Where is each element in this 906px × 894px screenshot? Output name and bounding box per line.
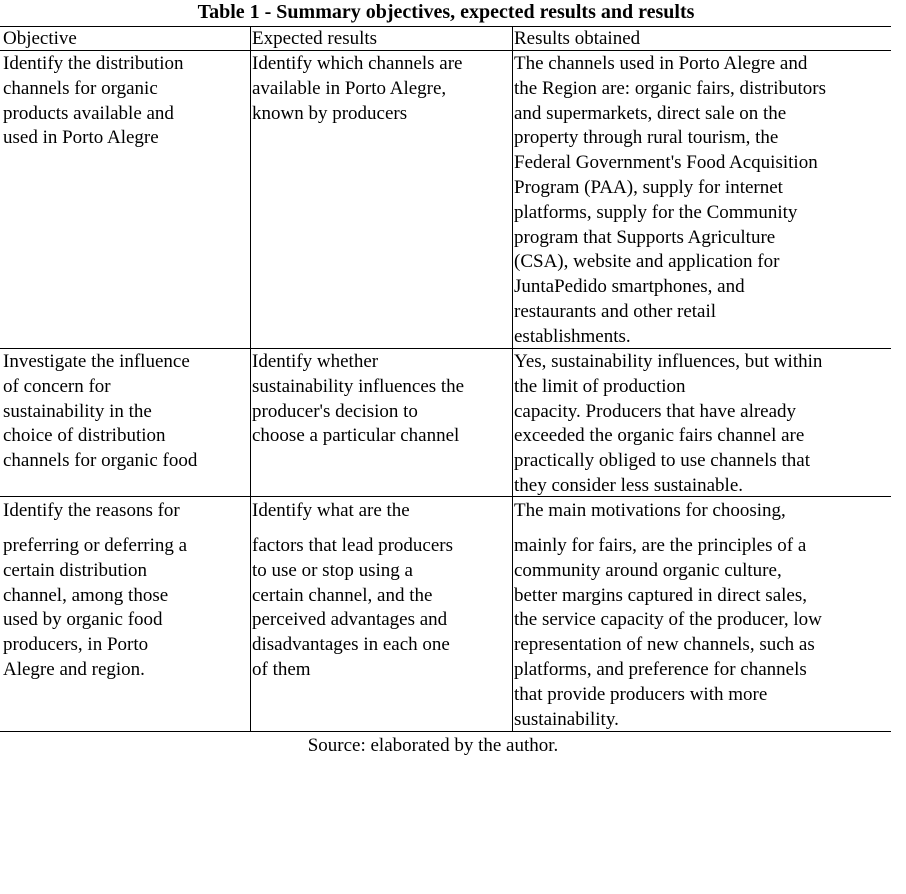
row-1-results-obtained: The channels used in Porto Alegre and the Region are: organic fairs, distributors and supermarkets, direct sale on the property through rural tourism, the Federal Government's Food Acquisition Program (PAA), supply for internet platforms, supply for the Community program that Supports Agriculture (CSA), website and application for JuntaPedido smartphones, and restaurants and other retail establishments.: [514, 53, 827, 347]
row-1-objective: Identify the distribution channels for organic products available and used in Porto Alegre: [3, 53, 184, 149]
row-3-objective-first-line: Identify the reasons for: [3, 500, 180, 521]
row-2-results-obtained: Yes, sustainability influences, but within the limit of production capacity. Producers that have already exceeded the organic fairs channel are practically obliged to use channels that they consider less sustainable.: [514, 351, 823, 496]
row-3-expected-first-line: Identify what are the: [252, 500, 410, 521]
header-expected-results: Expected results: [252, 28, 378, 49]
row-2-objective: Investigate the influence of concern for sustainability in the choice of distribution channels for organic food: [3, 351, 198, 472]
row-3-objective: preferring or deferring a certain distribution channel, among those used by organic food producers, in Porto Alegre and region.: [3, 535, 188, 680]
row-1-expected-results: Identify which channels are available in Porto Alegre, known by producers: [252, 53, 463, 124]
header-results-obtained: Results obtained: [514, 28, 641, 49]
source-note: Source: elaborated by the author.: [307, 735, 559, 756]
row-3-results-obtained: mainly for fairs, are the principles of a community around organic culture, better margins captured in direct sales, the service capacity of the producer, low representation of new channels, such as platforms, and preference for channels that provide producers with more sustainability.: [514, 535, 822, 730]
column-divider-1: [250, 27, 251, 731]
row-3-results-first-line: The main motivations for choosing,: [514, 500, 786, 521]
table-title: Table 1 - Summary objectives, expected results and results: [197, 1, 695, 23]
header-objective: Objective: [3, 28, 77, 49]
row-3-expected-results: factors that lead producers to use or stop using a certain channel, and the perceived advantages and disadvantages in each one of them: [252, 535, 453, 680]
row-2-expected-results: Identify whether sustainability influences the producer's decision to choose a particular channel: [252, 351, 465, 447]
column-divider-2: [512, 27, 513, 731]
